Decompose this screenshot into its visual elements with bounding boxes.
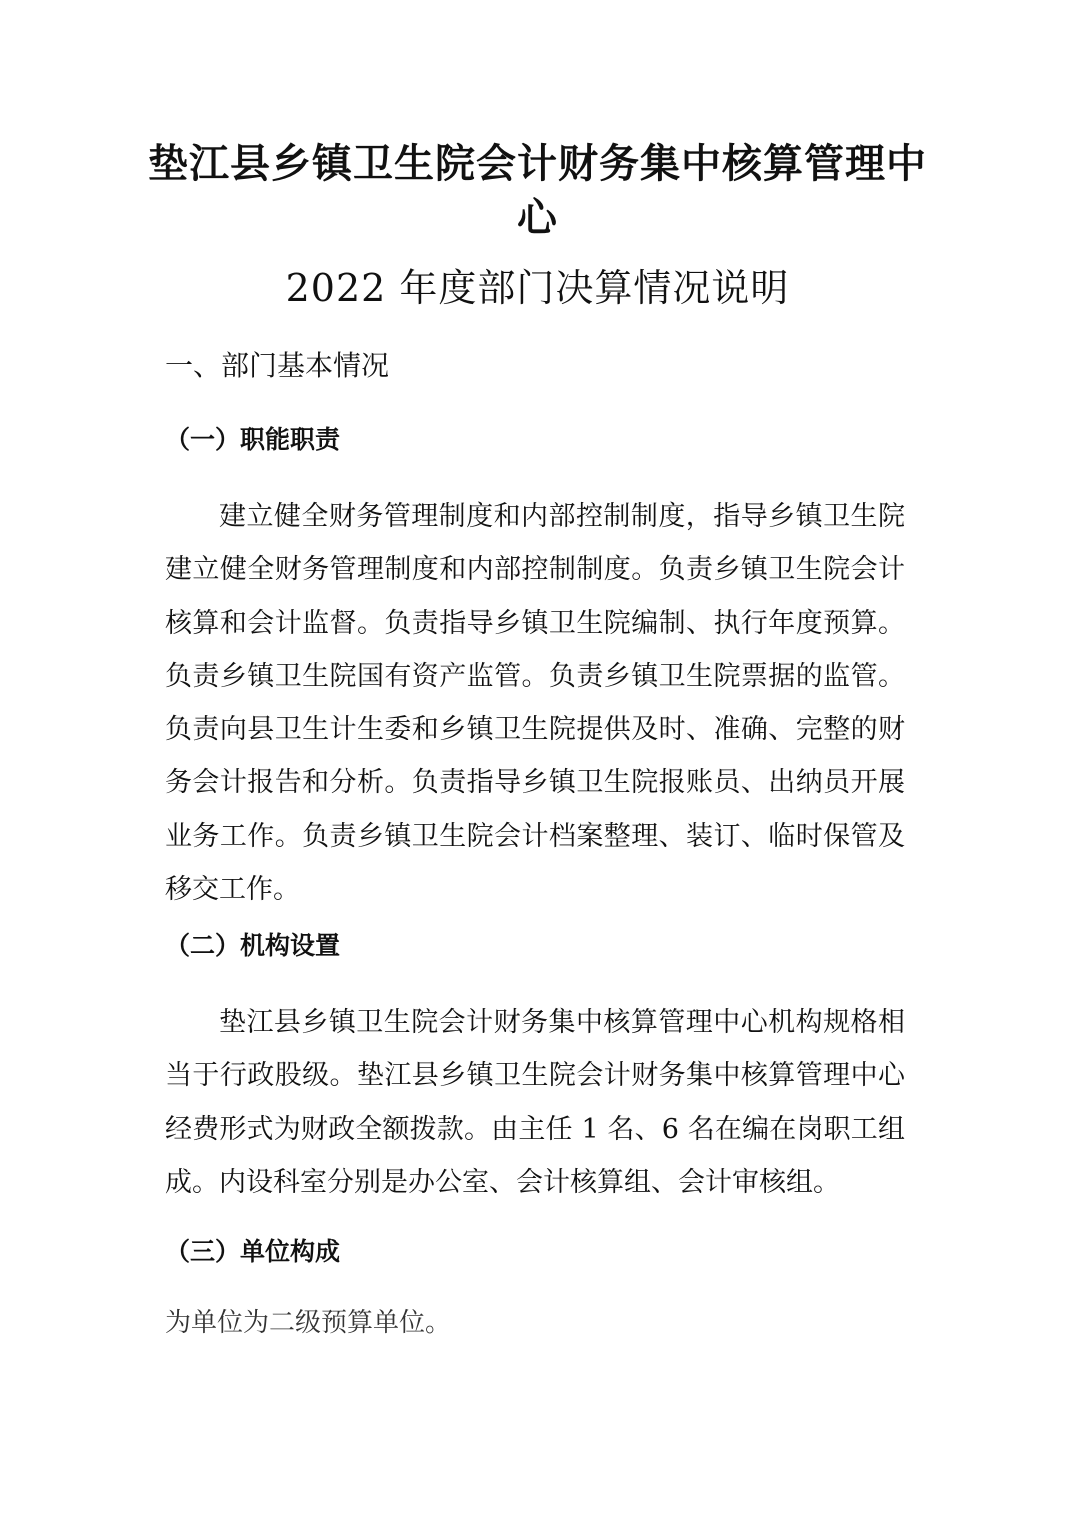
subsection-heading-duties: （一）职能职责 bbox=[165, 425, 341, 454]
section-heading-basic-info: 一、部门基本情况 bbox=[165, 349, 390, 382]
paragraph-duties: 建立健全财务管理制度和内部控制制度，指导乡镇卫生院建立健全财务管理制度和内部控制制度。负责乡镇卫生院会计核算和会计监督。负责指导乡镇卫生院编制、执行年度预算。负责乡镇卫生院国有资产监管。负责乡镇卫生院票据的监管。负责向县卫生计生委和乡镇卫生院提供及时、准确、完整的财务会计报告和分析。负责指导乡镇卫生院报账员、出纳员开展业务工作。负责乡镇卫生院会计档案整理、装订、临时保管及移交工作。 bbox=[165, 501, 905, 906]
subsection-heading-unit-composition: （三）单位构成 bbox=[165, 1237, 341, 1266]
document-title-line-1: 垫江县乡镇卫生院会计财务集中核算管理中 bbox=[148, 141, 927, 187]
paragraph-organization: 垫江县乡镇卫生院会计财务集中核算管理中心机构规格相当于行政股级。垫江县乡镇卫生院会计财务集中核算管理中心经费形式为财政全额拨款。由主任 1 名、6 名在编在岗职工组成。内设科室分别是办公室、会计核算组、会计审核组。 bbox=[165, 1007, 905, 1198]
subsection-heading-organization: （二）机构设置 bbox=[165, 931, 341, 960]
paragraph-unit-composition: 为单位为二级预算单位。 bbox=[165, 1308, 452, 1338]
document-subtitle: 2022 年度部门决算情况说明 bbox=[285, 266, 790, 310]
document-title-line-2: 心 bbox=[517, 195, 558, 241]
